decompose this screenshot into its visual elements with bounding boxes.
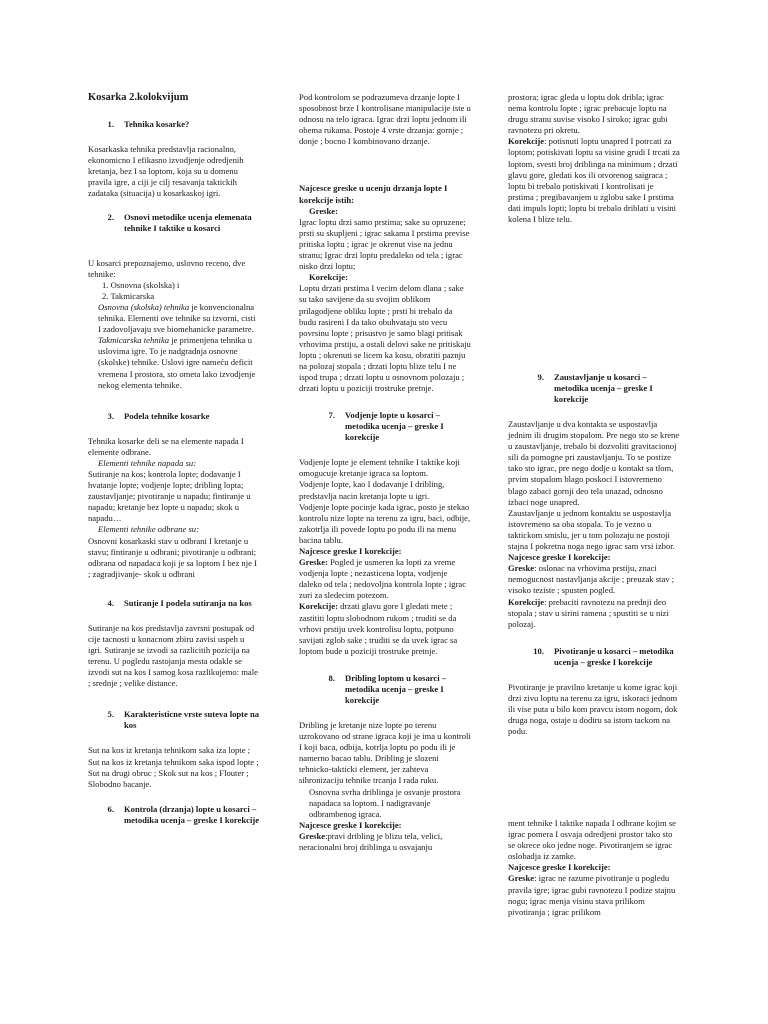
heading-7 — [299, 410, 471, 443]
paragraph — [299, 557, 471, 601]
heading-number: 9. — [537, 372, 544, 382]
paragraph-text: : oslonac na vrhovima prstiju, znaci nemogucnost nastavljanja akcije ; preuzak stav ; visoko teziste ; spusten pogled. — [508, 563, 675, 596]
paragraph — [299, 831, 471, 853]
paragraph: Kosarkaska tehnika predstavlja racionalno, ekonomicno I efikasno izvodjenje odredjenih kretanja, bez I sa loptom, koja su u domenu pravila igre, a ciji je cilj resavanja taktickih zadataka (situacija) u kosarkaskoj igri. — [88, 144, 244, 199]
paragraph — [508, 873, 680, 917]
paragraph: Zaustavljanje u jednom kontaktu se uspostavlja istovremeno sa oba stopala. To je vezno u taktickom smislu, jer u tom polozaju ne postoji stajna I pokretna noga nego igrac sam vrsi izbor. — [508, 507, 675, 552]
heading-text: Zaustavljanje u kosarci – metodika ucenja – greske I korekcije — [554, 372, 653, 404]
paragraph — [88, 302, 260, 335]
paragraph: U kosarci prepoznajemo, uslovno receno, dve tehnike: — [88, 257, 246, 279]
label-greske: Greske: — [309, 205, 338, 216]
heading-text: Sutiranje I podela sutiranja na kos — [124, 597, 252, 608]
label-korekcije: Korekcije — [508, 136, 545, 147]
paragraph-text: : prebaciti ravnotezu na prednji deo stopala ; stav u sirini ramena ; spustiti se u nizi polozaj. — [508, 596, 669, 629]
heading-number: 7. — [328, 410, 335, 421]
paragraph-text: : igrac ne razume pivotiranje u pogledu pravila igre; igrac gubi ravnotezu I podize stajnu nogu; igrac menja visinu stava prilikom pivotiranja ; igrac prilikom — [508, 873, 676, 917]
section-subheading: Najcesce greske I korekcije: — [299, 546, 402, 556]
paragraph-text: : potisnuti loptu unapred I potrcati za loptom; potiskivati loptu sa visine grudi I trcati za loptom, svesti broj driblinga na minimum ; drzati glavu gore, gledati kos ili otvorenog saigraca ; loptu bi trebalo potiskivati I kontrolisati je prstima ; pregibavanjem u zglobu sake I prstima dati impuls lopti; loptu bi trebalo driblati u visini kolena I blize telu. — [508, 136, 680, 225]
label-korekcije: Korekcije: — [299, 601, 338, 612]
label-korekcije: Korekcije — [508, 596, 545, 607]
paragraph: Pod kontrolom se podrazumeva drzanje lopte I sposobnost brze I kontrolisane manipulacije iste u odnosu na telo igraca. Igrac drzi loptu jednom ili obema rukama. Postoje 4 vrste drzanja: gornje ; donje ; bocno I kombinovano drzanje. — [299, 92, 471, 147]
section-subheading: Najcesce greske u ucenju drzanja lopte I korekcije istih: — [299, 183, 448, 205]
paragraph — [508, 136, 680, 225]
paragraph-text: Pogled je usmeren ka lopti za vreme vodjenja lopte ; nezasticena lopta, vodjenje daleko od tela ; nedovoljna kontrola lopte ; igrac zuri za sledecim potezom. — [299, 557, 467, 601]
heading-text: Vodjenje lopte u kosarci – metodika ucenja – greske I korekcije — [345, 410, 444, 443]
label-greske: Greske — [508, 873, 535, 884]
paragraph: Vodjenje lopte, kao I dodavanje I dribling, predstavlja nacin kretanja lopte u igri. — [299, 479, 445, 501]
paragraph: Osnovna svrha driblinga je osvanje prostora napadaca sa loptom. I nadigravanje odbrambenog igraca. — [309, 786, 461, 819]
heading-number: 2. — [107, 211, 114, 222]
paragraph-text: :pravi dribling je blizu tela, velici, neracionalni broj driblinga u osvajanju — [299, 830, 443, 852]
italic-term: Osnovna (skolska) tehnika — [98, 301, 190, 312]
paragraph: Osnovni kosarkaski stav u odbrani I kretanje u stavu; fintiranje u odbrani; pivotiranje u odbrani; odbrana od napadaca koji je sa loptom I bez nje I ; zagradjivanje- skok u odbrani — [88, 535, 257, 579]
paragraph: Sutiranje na kos predstavlja zavrsni postupak od cije tacnosti u konacnom zbiru zavisi uspeh u igri. Sutiranje se izvodi sa razlicitih pozicija na terenu. U pogledu rastojanja mesta odakle se izvodi sut na kos I samog kosa razlikujemo: male ; srednje ; velike distance. — [88, 622, 258, 689]
column-3-bottom — [508, 818, 680, 918]
heading-number: 8. — [328, 672, 335, 683]
heading-number: 6. — [107, 803, 114, 814]
paragraph: Sutiranje na kos; kontrola lopte; dodavanje I hvatanje lopte; vodjenje lopte; dribling lopta; zaustavljanje; pivotiranje u napadu; fintiranje u napadu; kretanje bez lopte u napadu; skok u napadu… — [88, 468, 251, 524]
section-subheading: Najcesce greske I korekcije: — [508, 552, 611, 563]
paragraph: ment tehnike I taktike napada I odbrane kojim se igrac pomera I osvaja odredjeni prostor tako sto se okrece oko jedne noge. Pivotiranjem se igrac oslobadja iz zamke. — [508, 818, 676, 862]
paragraph: Pivotiranje je pravilno kretanje u kome igrac koji drzi zivu loptu na terenu za igru, iskoraci jednom ili vise puta u bilo kom pravcu istom nogom, dok druga noga, ostaje u dodiru sa istom tackom na podu. — [508, 681, 678, 737]
heading-text: Osnovi metodike ucenja elemenata tehnike I taktike u kosarci — [124, 211, 252, 233]
heading-text: Karakteristicne vrste suteva lopte na kos — [124, 709, 260, 731]
heading-text: Pivotiranje u kosarci – metodika ucenja – greske I korekcije — [554, 645, 674, 667]
heading-text: Kontrola (drzanja) lopte u kosarci – metodika ucenja – greske I korekcije — [124, 803, 260, 825]
heading-number: 3. — [107, 410, 114, 421]
section-subheading: Najcesce greske I korekcije: — [508, 862, 611, 873]
column-1 — [88, 92, 260, 840]
list-item: 1. Osnovna (skolska) i — [102, 279, 180, 290]
paragraph — [88, 335, 260, 390]
label-greske: Greske — [508, 563, 535, 574]
paragraph: Vodjenje lopte je element tehnike I taktike koji omogucuje kretanje igraca sa loptom. — [299, 457, 460, 479]
section-subheading: Najcesce greske I korekcije: — [299, 819, 402, 830]
subheading: Elementi tehnike odbrane su: — [98, 524, 199, 535]
paragraph: Tehnika kosarke deli se na elemente napada I elemente odbrane. — [88, 435, 244, 457]
column-3-middle — [508, 360, 680, 737]
paragraph-text: drzati glavu gore I gledati mete ; zastititi loptu slobodnom rukom ; truditi se da vrhovi prstiju uvek kontrolisu loptu, potpuno savijati zglob sake ; truditi se da uvek igrac sa loptom bude u poziciji trostruke pretnje. — [299, 601, 458, 656]
italic-term: Takmicarska tehnika — [98, 335, 170, 346]
heading-text: Podela tehnike kosarke — [124, 410, 210, 421]
paragraph-text: je konvencionalna tehnika. Elementi ove tehnike su izvorni, cisti I zadovoljavaju sve biomehanicke parametre. — [98, 301, 256, 335]
column-2 — [299, 92, 471, 853]
heading-number: 5. — [107, 709, 114, 720]
heading-text: Dribling loptom u kosarci – metodika ucenja – greske I korekcije — [345, 672, 447, 705]
paragraph — [299, 601, 471, 656]
heading-10 — [508, 646, 680, 668]
heading-text: Tehnika kosarke? — [124, 119, 190, 130]
paragraph: Dribling je kretanje nize lopte po terenu uzrokovano od strane igraca koji je ima u kontroli I koji baca, odbija, kotrlja loptu po podu ili je namerno bacao tablu. Dribling je slozeni tehnicko-takticki element, jer zahteva sihronizaciju tehnike trcanja I rada ruku. — [299, 719, 471, 786]
heading-number: 10. — [533, 645, 544, 656]
heading-number: 4. — [107, 597, 114, 608]
paragraph: Sut na kos iz kretanja tehnikom saka iza lopte ; Sut na kos iz kretanja tehnikom saka ispod lopte ; Sut na drugi obruc ; Skok sut na kos ; Flouter ; Slobodno bacanje. — [88, 745, 259, 789]
paragraph-text: je primenjena tehnika u uslovima igre. To je nadgradnja osnovne (skolske) tehnike. Uslovi igre nameću deficit vremena I prostora, sto ometa lako izvodjenje nekog elementa tehnike. — [98, 335, 256, 390]
paragraph: Igrac loptu drzi samo prstima; sake su opruzene; prsti su skupljeni ; igrac sakama I prstima previse pritiska loptu ; igrac je okrenut vise na jednu stranu; Igrac drzi loptu predaleko od tela ; igrac nisko drzi loptu; — [299, 216, 470, 272]
label-greske: Greske: — [299, 557, 328, 568]
heading-1 — [88, 119, 260, 130]
subheading: Elementi tehnike napada su: — [98, 457, 197, 468]
heading-4 — [88, 598, 260, 609]
label-korekcije: Korekcije: — [309, 272, 348, 283]
heading-2 — [88, 212, 260, 234]
heading-5 — [88, 709, 260, 731]
paragraph: prostora; igrac gleda u loptu dok dribla; igrac nema kontrolu lopte ; igrac prebacuje loptu na drugu stranu suvise visoko I siroko; igrac gubi ravnotezu pri okretu. — [508, 92, 668, 136]
paragraph — [508, 563, 680, 596]
paragraph: Vodjenje lopte pocinje kada igrac, posto je stekao kontrolu nize lopte na terenu za igru, baci, odbije, zakotrlja ili povede loptu po podu ili na menu bacina tablu. — [299, 501, 471, 545]
heading-9 — [508, 372, 680, 405]
heading-3 — [88, 411, 260, 422]
document-title: Kosarka 2.kolokvijum — [88, 92, 189, 103]
column-3-top — [508, 92, 680, 225]
heading-6 — [88, 804, 260, 826]
list-item: 2. Takmicarska — [102, 290, 155, 301]
label-greske: Greske — [299, 830, 326, 841]
paragraph: Loptu drzati prstima I vecim delom dlana ; sake su tako savijene da su svojim oblikom prilagodjene obliku lopte ; prsti bi trebalo da budu rasireni I da tako obuhvataju sto vecu povrsinu lopte ; prisustvo je samo blagi pritisak vrhovima prstiju, a ostali delovi sake ne pritiskaju loptu ; okrenuti se licem ka kosu, obratiti paznju na polozaj stopala ; drzati loptu blize telu I ne ispod trupa ; drzati loptu u osnovnom polozaju ; drzati loptu u poziciji trostruke pretnje. — [299, 283, 471, 394]
heading-number: 1. — [107, 119, 114, 130]
paragraph — [508, 597, 680, 630]
paragraph: Zaustavljanje u dva kontakta se uspostavlja jednim ili drugim stopalom. Pre nego sto se krene u zaustavljanje, trebalo bi dozvoliti gravitacionoj sili da pomogne pri zaustavljanju. To se postize tako sto igrac, pre nego dodje u kontakt sa tlom, prvim stopalom blago poskoci I istovremeno blago zabaci gornji deo tela unazad, odnosno izbaci noge unapred. — [508, 419, 680, 507]
heading-8 — [299, 673, 471, 706]
